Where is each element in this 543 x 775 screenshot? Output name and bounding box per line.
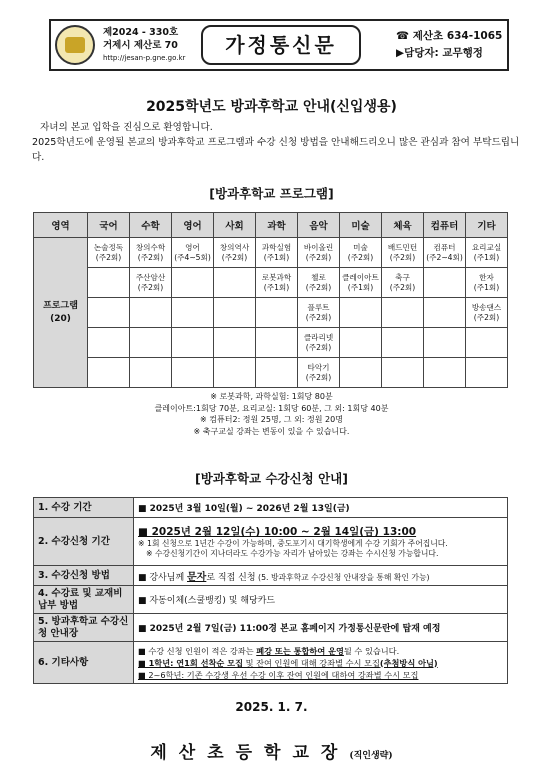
program-name: 플루트 [307, 302, 330, 312]
program-name: 영어 [185, 242, 200, 252]
table-row [34, 518, 508, 566]
program-cell [130, 238, 172, 268]
method-text: 로 직접 신청 [206, 573, 256, 583]
col-header: 국어 [88, 213, 130, 238]
col-header: 과학 [256, 213, 298, 238]
program-frequency: (주2회) [137, 282, 164, 292]
col-header: 음악 [298, 213, 340, 238]
program-frequency: (주2회) [305, 342, 332, 352]
program-table [33, 212, 508, 388]
program-cell [130, 268, 172, 298]
program-frequency: (주4~5회) [174, 252, 211, 262]
note-line: ※ 로봇과학, 과학실험: 1회당 80분 [210, 392, 333, 401]
document-title: 2025학년도 방과후학교 안내(신입생용) [146, 99, 397, 115]
program-cell [382, 358, 424, 388]
program-cell [214, 238, 256, 268]
program-notes [0, 391, 543, 437]
program-cell [340, 268, 382, 298]
program-cell [88, 328, 130, 358]
misc-line: ■ 2~6학년: 기존 수강생 우선 수강 이후 잔여 인원에 대하여 강좌별 수시 모집 [138, 669, 419, 680]
program-frequency: (주2회) [95, 252, 122, 262]
row-key: 4. 수강료 및 교재비 납부 방법 [34, 586, 134, 614]
program-header-row [34, 213, 508, 238]
program-cell [340, 328, 382, 358]
program-cell [130, 358, 172, 388]
program-name: 첼로 [311, 272, 326, 282]
program-cell [340, 358, 382, 388]
table-row [34, 238, 508, 268]
school-website[interactable]: http://jesan-p.gne.go.kr [103, 54, 186, 62]
program-cell [382, 268, 424, 298]
intro-line-1: 자녀의 본교 입학을 진심으로 환영합니다. [40, 122, 213, 133]
program-cell [424, 328, 466, 358]
issue-info [103, 26, 185, 65]
col-header: 미술 [340, 213, 382, 238]
program-name: 방송댄스 [471, 302, 502, 312]
school-emblem-icon [55, 25, 95, 65]
note-line: ※ 컴퓨터2: 정원 25명, 그 외: 정원 20명 [200, 415, 343, 424]
col-header: 컴퓨터 [424, 213, 466, 238]
row-key: 1. 수강 기간 [34, 498, 134, 518]
program-cell [382, 238, 424, 268]
program-cell [382, 298, 424, 328]
program-cell [298, 268, 340, 298]
row-key: 3. 수강신청 방법 [34, 566, 134, 586]
intro-text [32, 120, 522, 165]
program-cell [88, 298, 130, 328]
table-row [34, 268, 508, 298]
program-cell [256, 328, 298, 358]
program-name: 한자 [479, 272, 494, 282]
row-key: 2. 수강신청 기간 [34, 518, 134, 566]
program-cell [130, 328, 172, 358]
row-value: ■ 2025년 3월 10일(월) ~ 2026년 2월 13일(금) [134, 498, 508, 518]
program-frequency: (주2회) [347, 252, 374, 262]
program-cell [340, 238, 382, 268]
program-cell [298, 298, 340, 328]
table-row [34, 358, 508, 388]
program-cell [298, 358, 340, 388]
program-name: 주산암산 [135, 272, 166, 282]
intro-line-2: 2025학년도에 운영될 본교의 방과후학교 프로그램과 수강 신청 방법을 안내해드리오니 많은 관심과 참여 부탁드립니다. [32, 137, 520, 163]
seal-omitted-note: (직인생략) [349, 751, 393, 761]
program-name: 창의수학 [135, 242, 166, 252]
program-cell [424, 268, 466, 298]
col-header: 체육 [382, 213, 424, 238]
program-cell [256, 298, 298, 328]
row-value [134, 518, 508, 566]
col-header: 수학 [130, 213, 172, 238]
program-name: 축구 [395, 272, 410, 282]
col-header: 기타 [466, 213, 508, 238]
program-frequency: (주2회) [389, 252, 416, 262]
program-cell [172, 298, 214, 328]
table-row [34, 498, 508, 518]
program-name: 배드민턴 [387, 242, 418, 252]
newsletter-header [49, 19, 509, 71]
program-cell [466, 268, 508, 298]
program-frequency: (주2회) [389, 282, 416, 292]
program-row-label [34, 238, 88, 388]
manager-name: ▶담당자: 교무행정 [396, 47, 483, 59]
program-cell [466, 238, 508, 268]
col-header: 사회 [214, 213, 256, 238]
program-cell [214, 328, 256, 358]
program-cell [256, 268, 298, 298]
program-cell [298, 328, 340, 358]
program-cell [88, 238, 130, 268]
table-row [34, 328, 508, 358]
principal-signature [0, 738, 543, 763]
col-header: 영역 [34, 213, 88, 238]
program-cell [256, 358, 298, 388]
program-frequency: (주1회) [263, 282, 290, 292]
col-header: 영어 [172, 213, 214, 238]
enroll-period-note: ※ 수강신청기간이 지나더라도 수강가능 자리가 남아있는 강좌는 수시신청 가능합니다. [146, 549, 439, 558]
method-highlight: 문자 [187, 572, 207, 583]
issue-date: 2025. 1. 7. [235, 700, 308, 714]
program-cell [424, 358, 466, 388]
program-name: 바이올린 [303, 242, 334, 252]
misc-line [138, 657, 503, 669]
program-cell [424, 238, 466, 268]
program-cell [466, 328, 508, 358]
program-name: 컴퓨터 [433, 242, 456, 252]
table-row [34, 614, 508, 642]
program-frequency: (주1회) [263, 252, 290, 262]
misc-text: 될 수 있습니다. [343, 645, 400, 656]
row-value [134, 566, 508, 586]
program-cell [172, 328, 214, 358]
program-name: 클레이아트 [342, 272, 379, 282]
program-name: 과학실험 [261, 242, 292, 252]
program-name: 로봇과학 [261, 272, 292, 282]
misc-text: 및 잔여 인원에 대해 강좌별 수시 모집 [243, 657, 380, 668]
program-frequency: (주2~4회) [426, 252, 463, 262]
misc-highlight: ■ 1학년: 연1회 선착순 모집 [138, 657, 243, 668]
program-frequency: (주2회) [305, 252, 332, 262]
misc-highlight: (추첨방식 아님) [379, 657, 438, 668]
program-frequency: (주1회) [347, 282, 374, 292]
program-cell [298, 238, 340, 268]
program-cell [172, 358, 214, 388]
table-row [34, 586, 508, 614]
program-cell [340, 298, 382, 328]
program-frequency: (주2회) [221, 252, 248, 262]
misc-text: ■ 수강 신청 인원이 적은 강좌는 [138, 645, 257, 656]
program-cell [214, 268, 256, 298]
program-cell [214, 358, 256, 388]
program-cell [256, 238, 298, 268]
newsletter-title: 가정통신문 [201, 25, 361, 65]
table-row [34, 642, 508, 684]
phone-number: ☎ 제산초 634-1065 [396, 30, 503, 42]
program-cell [214, 298, 256, 328]
table-row [34, 566, 508, 586]
program-frequency: (주1회) [473, 252, 500, 262]
note-line: ※ 축구교실 강좌는 변동이 있을 수 있습니다. [193, 426, 350, 436]
issue-number: 제2024 - 330호 [103, 27, 179, 38]
contact-info [396, 28, 502, 62]
row-value [134, 642, 508, 684]
program-name: 미술 [353, 242, 368, 252]
misc-highlight: 폐강 또는 통합하여 운영 [256, 645, 344, 656]
row-label-count: (20) [50, 313, 71, 324]
program-name: 타악기 [307, 362, 330, 372]
program-frequency: (주1회) [473, 282, 500, 292]
program-frequency: (주2회) [305, 312, 332, 322]
program-cell [172, 268, 214, 298]
program-cell [382, 328, 424, 358]
program-frequency: (주2회) [473, 312, 500, 322]
misc-line [138, 645, 503, 657]
program-cell [172, 238, 214, 268]
row-key: 5. 방과후학교 수강신청 안내장 [34, 614, 134, 642]
note-line: 클레이아트:1회당 70분, 요리교실: 1회당 60분, 그 외: 1회당 40분 [154, 403, 389, 413]
row-value: ■ 2025년 2월 7일(금) 11:00경 본교 홈페이지 가정통신문란에 탑재 예정 [134, 614, 508, 642]
program-name: 창의역사 [219, 242, 250, 252]
enroll-period-main: ■ 2025년 2월 12일(수) 10:00 ~ 2월 14일(금) 13:00 [138, 526, 417, 538]
program-frequency: (주2회) [305, 372, 332, 382]
program-frequency: (주2회) [305, 282, 332, 292]
school-address: 거제시 제산로 70 [103, 40, 178, 51]
enrollment-section-title: [방과후학교 수강신청 안내] [195, 471, 348, 486]
program-name: 요리교실 [471, 242, 502, 252]
row-value: ■ 자동이체(스쿨뱅킹) 및 해당카드 [134, 586, 508, 614]
enroll-period-note: ※ 1회 신청으로 1년간 수강이 가능하며, 중도포기시 대기학생에게 수강 기회가 주어집니다. [138, 539, 448, 548]
program-cell [466, 358, 508, 388]
program-cell [130, 298, 172, 328]
program-cell [88, 268, 130, 298]
program-cell [88, 358, 130, 388]
program-section-title: [방과후학교 프로그램] [209, 186, 334, 201]
method-text: ■ 강사님께 [138, 573, 188, 583]
program-name: 논술정독 [93, 242, 124, 252]
method-note: (5. 방과후학교 수강신청 안내장을 통해 확인 가능) [255, 573, 430, 582]
program-name: 클라리넷 [303, 332, 334, 342]
program-cell [466, 298, 508, 328]
program-frequency: (주2회) [137, 252, 164, 262]
principal-name: 제산초등학교장 [150, 743, 350, 763]
table-row [34, 298, 508, 328]
row-label-text: 프로그램 [43, 300, 78, 311]
enrollment-table [33, 497, 508, 684]
program-cell [424, 298, 466, 328]
row-key: 6. 기타사항 [34, 642, 134, 684]
